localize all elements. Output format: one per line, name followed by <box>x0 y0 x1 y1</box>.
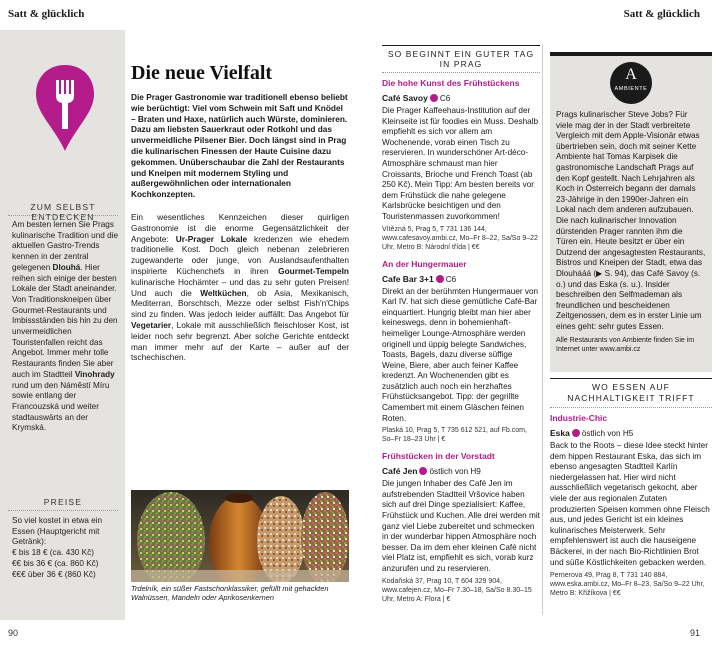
price-row: €€€ über 36 € (860 Kč) <box>12 569 96 579</box>
page-number-left: 90 <box>8 628 19 638</box>
entry-info: Plaská 10, Prag 5, T 735 612 521, auf Fb.com, So–Fr 18–23 Uhr | € <box>382 427 527 444</box>
divider <box>550 407 712 408</box>
page-number-right: 91 <box>689 628 700 638</box>
ambiente-text: Prags kulinarischer Steve Jobs? Für viele mag der in der Stadt verbreitete Vergleich mit dem Apple-Visionär etwas übertrieben sein, doch mit seiner Kette Ambiente hat Tomas Karpisek die gastronomische Landschaft Prags auf den Kopf gestellt. Nach Lehrjahren als Koch in Österreich begann der damals 23-Jährige in den 1990er-Jahren ein Lokal nach dem anderen aufzubauen. Die nach kulinarischer Innovation dürstenden Prager rannten ihm die Türen ein. Heute besitzt er über ein Dutzend der angesagtesten Restaurants, Bistros und Kneipen der Stadt, etwa das Dlouhááá (▶ S. 94), das Café Savoy (s. o.) und das Eska (s. u.). Insider beschreiben den Selfmademan als freundlichen und bescheidenen Zeitgenossen, dem es in erster Linie um eines geht: sehr gutes Essen. <box>556 110 706 331</box>
list-item <box>382 259 540 445</box>
running-header-left: Satt & glücklich <box>8 8 85 20</box>
entry-location: C6 <box>439 94 451 103</box>
running-header-right: Satt & glücklich <box>623 8 700 20</box>
entry-info: Kodaňská 37, Prag 10, T 604 329 904, www.cafejen.cz, Mo–Fr 7.30–18, Sa/So 8.30–15 Uhr, Metro A: Flora | € <box>382 577 532 603</box>
sidebar-prices-text: So viel kostet in etwa ein Essen (Hauptgericht mit Getränk): € bis 18 € (ca. 430 Kč) €€ bis 36 € (ca. 860 Kč) €€€ über 36 € (860 Kč) <box>12 516 122 580</box>
price-row: € bis 18 € (ca. 430 Kč) <box>12 548 94 558</box>
divider <box>8 510 118 511</box>
entry-title: An der Hungermauer <box>382 258 467 269</box>
list-item <box>382 451 540 603</box>
sidebar-heading-prices: PREISE <box>43 497 83 507</box>
trdelnik-photo <box>131 490 349 582</box>
entry-text: Die jungen Inhaber des Café Jen im aufstrebenden Stadtteil Vršovice haben sich auf drei Dinge spezialisiert: Kaffee, Frühstück und Kuchen. Alle drei werden mit ganz viel Liebe zubereitet und schmecken in der wunderbar hippen Atmosphäre noch besser. Da im dem eher kleinen Café nicht viel Platz ist, empfiehlt es sich, vorab kurz anzurufen und zu reservieren. <box>382 479 540 573</box>
map-pin-icon <box>430 94 438 102</box>
ambiente-box <box>550 52 712 372</box>
ambiente-badge: A AMBIENTE <box>610 62 652 104</box>
list-item <box>382 78 540 252</box>
divider <box>382 45 540 46</box>
entry-info: Vítězná 5, Prag 5, T 731 136 144, www.cafesavoy.ambi.cz, Mo–Fr 8–22, Sa/So 9–22 Uhr, Metro B: Národní třída | €€ <box>382 225 538 251</box>
entry-name: Eska <box>550 428 570 438</box>
sustainability-section: WO ESSEN AUF NACHHALTIGKEIT TRIFFT Industrie-Chic Eska östlich von H5 Back to the Roots – diese Idee steckt hinter dem hippen Restaurant Eska, das sich im ebenso angesagten Stadtteil Karlín niedergelassen hat. Hier wird nicht ausschließlich vegetarisch gekocht, aber viele der aus regionalen Zutaten produzierten Speisen kommen ohne Fleisch aus, und jedes Gericht ist ein kleines kulinarisches Meisterwerk. Sehr empfehlenswert ist auch die hauseigene Bäckerei, in der nach Bio-Richtlinien Brot und süße Köstlichkeiten gebacken werden. Pernerova 49, Prag 8, T 731 140 884, www.eska.ambi.cz, Mo–Fr 8–23, Sa/So 9–22 Uhr, Metro B: Křižíkova | €€ <box>550 378 712 598</box>
article-lead: Die Prager Gastronomie war traditionell ebenso beliebt wie berüchtigt: Viel vom Schwein mit Saft und Knödel – Braten und Haxe, natürlich auch Würste, dominieren. Dazu am liebsten Sauerkraut oder Rotkohl und das unvermeidliche Pilsener Bier. Doch längst sind in Prag die kulinarischen Finessen der Haute Cuisine dazu gekommen. Unüberschaubar die Zahl der Restaurants und Kneipen mit modernem Styling und außergewöhnlichen oder internationalen Kochkonzepten. <box>131 92 348 200</box>
map-pin-icon <box>572 429 580 437</box>
entry-location: östlich von H9 <box>429 467 481 477</box>
article-title: Die neue Vielfalt <box>131 62 273 84</box>
entry-name: Café Jen <box>382 466 418 477</box>
map-pin-icon <box>419 467 427 475</box>
fork-pin-icon <box>34 63 96 153</box>
entry-text: Direkt an der berühmten Hungermauer von Karl IV. hat sich diese gemütliche Café-Bar einquartiert. Hungrig bleibt man hier aber keineswegs, denn in bohemienhaft-heimeliger Lounge-Atmosphäre werden originell und üppig belegte Sandwiches, Toasts, Bagels, dazu diverse süffige Weine, Biere, aber auch feiner Kaffee kredenzt. An Wochenenden gibt es zusätzlich auch noch ein herzhaftes Frühstücksangebot. Tipp: der gegrillte Camembert mit einem Gläschen feinen Roten. <box>382 286 539 423</box>
divider <box>550 378 712 379</box>
divider <box>8 215 118 216</box>
entry-text: Die Prager Kaffeehaus-Institution auf der Kleinseite ist für foodies ein Muss. Deshalb empfiehlt es sich vor allem am Wochenende, vorab einen Tisch zu reservieren. In wunderschöner Art-déco-Atmosphäre schmaust man hier Croissants, Brioche und French Toast (ab 250 Kč). Mein Tipp: Am besten bereits vor dem Frühstück die nahe gelegene Karlsbrücke besichtigen und den Touristenmassen zuvorkommen! <box>382 106 539 221</box>
entry-title: Die hohe Kunst des Frühstückens <box>382 78 520 88</box>
entry-name: Café Savoy <box>382 93 428 103</box>
sidebar-heading-explore: ZUM SELBST ENTDECKEN <box>30 202 96 222</box>
section-heading-breakfast: SO BEGINNT EIN GUTER TAG IN PRAG <box>387 49 535 69</box>
entry-name: Cafe Bar 3+1 <box>382 273 434 284</box>
entry-text: Back to the Roots – diese Idee steckt hinter dem hippen Restaurant Eska, das sich im ebenso angesagten Stadtteil Karlín niedergelassen hat. Hier wird nicht ausschließlich vegetarisch gekocht, aber viele der aus regionalen Zutaten produzierten Speisen kommen ohne Fleisch aus, und jedes Gericht ist ein kleines kulinarisches Meisterwerk. Sehr empfehlenswert ist auch die hauseigene Bäckerei, in der nach Bio-Richtlinien Brot und süße Köstlichkeiten gebacken werden. <box>550 441 710 567</box>
section-heading-sustainability: WO ESSEN AUF NACHHALTIGKEIT TRIFFT <box>567 382 695 403</box>
photo-caption: Trdelník, ein süßer Fastschonklassiker, gefüllt mit gehackten Walnüssen, Mandeln oder Aprikosenkernen <box>131 584 329 603</box>
sidebar-explore-text: Am besten lernen Sie Prags kulinarische Tradition und die aktuellen Gastro-Trends kennen in der zentral gelegenen Dlouhá. Hier reihen sich einige der besten Lokale der Stadt aneinander. Von Traditionskneipen über Gourmet-Restaurants und Imbissständen bis hin zu den unvermeidlichen Touristenfallen reicht das Angebot. Immer mehr tolle Restaurants finden Sie aber auch im Stadtteil Vinohrady rund um den Náměstí Míru sowie entlang der Francouzská und weiter stadtauswärts an der Krymská. <box>12 220 119 433</box>
price-row: €€ bis 36 € (ca. 860 Kč) <box>12 558 99 568</box>
column-rule <box>542 45 543 615</box>
map-pin-icon <box>436 275 444 283</box>
article-body: Ein wesentliches Kennzeichen dieser quirligen Gastronomie ist die enorme Gegensätzlichkeit der Angebote: Ur-Prager Lokale kredenzen wie ehedem traditionelle Kost. Doch gleich nebenan zelebrieren zugewanderte oder junge, von Auslandsaufenthalten inspirierte Küchenchefs in ihren Gourmet-Tempeln kulinarische Hochämter – und das zu sehr guten Preisen! Und auch die Weltküchen, ob Asia, Mexikanisch, Mediterran, Borschtsch, Mezze oder selbst Fish'n'Chips sind zu finden. Was jedoch leider auffällt: Das Angebot für Vegetarier, Lokale mit ausschließlich fleischloser Kost, ist leider noch sehr begrenzt. Aber solche Gerichte entdeckt man immer mehr auf der Karte – außer auf der tschechischen. <box>131 212 349 363</box>
entry-info: Pernerova 49, Prag 8, T 731 140 884, www.eska.ambi.cz, Mo–Fr 8–23, Sa/So 9–22 Uhr, Metro B: Křižíkova | €€ <box>550 572 705 598</box>
ambiente-note: Alle Restaurants von Ambiente finden Sie im Internet unter www.ambi.cz <box>556 337 695 354</box>
entry-location: C6 <box>445 274 457 284</box>
entry-title: Frühstücken in der Vorstadt <box>382 451 495 462</box>
entry-title: Industrie-Chic <box>550 413 608 423</box>
breakfast-column <box>382 45 540 611</box>
divider <box>382 72 540 73</box>
